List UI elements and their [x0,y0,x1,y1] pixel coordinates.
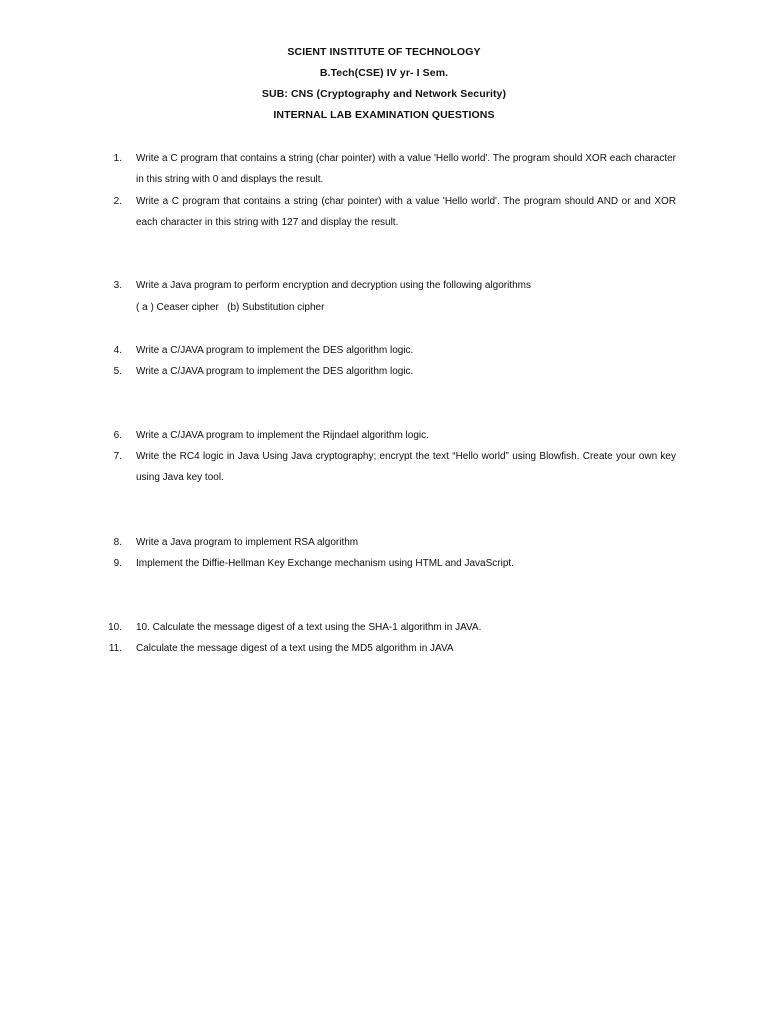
institute-title: SCIENT INSTITUTE OF TECHNOLOGY [287,46,481,58]
question-text: Calculate the message digest of a text using the MD5 algorithm in JAVA [136,643,454,654]
question-number: 4. [113,345,122,356]
question-number: 11. [108,643,122,654]
question-text: Write the RC4 logic in Java Using Java cryptography; encrypt the text “Hello world” using Blowfish. Create your own key using Java key tool. [136,451,676,483]
question-number: 5. [113,366,122,377]
question-number: 10. [108,622,122,633]
question-text: Write a C/JAVA program to implement the DES algorithm logic. [136,345,414,356]
question-sub-options: ( a ) Ceaser cipher (b) Substitution cipher [136,302,325,313]
question-text: Write a Java program to implement RSA algorithm [136,537,359,548]
subject-line: SUB: CNS (Cryptography and Network Security) [261,88,507,100]
question-text: Write a C/JAVA program to implement the Rijndael algorithm logic. [136,430,429,441]
question-number: 2. [113,196,122,207]
question-text: Write a Java program to perform encryption and decryption using the following algorithms [136,280,532,291]
course-line: B.Tech(CSE) IV yr- I Sem. [319,67,449,79]
question-text: Write a C/JAVA program to implement the DES algorithm logic. [136,366,414,377]
exam-title: INTERNAL LAB EXAMINATION QUESTIONS [273,109,495,121]
question-number: 9. [113,558,122,569]
question-text: 10. Calculate the message digest of a text using the SHA-1 algorithm in JAVA. [136,622,482,633]
question-number: 6. [113,430,122,441]
question-number: 7. [113,451,122,462]
document-header [0,42,768,126]
question-text: Write a C program that contains a string (char pointer) with a value 'Hello world'. The program should XOR each character in this string with 0 and displays the result. [136,153,676,185]
question-number: 3. [113,280,122,291]
question-number: 8. [113,537,122,548]
question-text: Implement the Diffie-Hellman Key Exchange mechanism using HTML and JavaScript. [136,558,514,569]
question-number: 1. [113,153,122,164]
question-text: Write a C program that contains a string (char pointer) with a value 'Hello world'. The program should AND or and XOR each character in this string with 127 and display the result. [136,196,676,228]
